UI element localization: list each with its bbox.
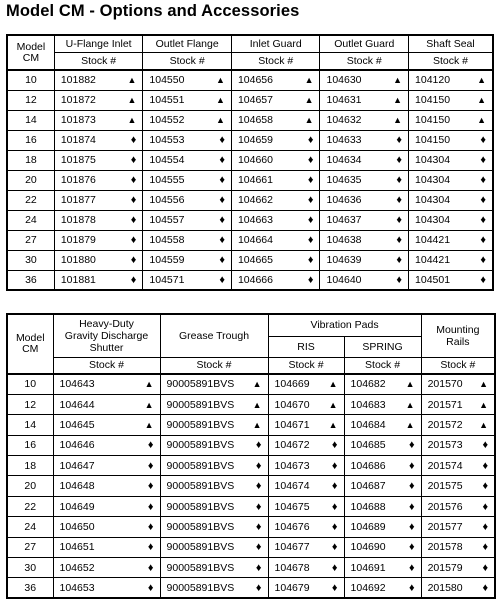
stock-number: 104634 [320, 150, 384, 170]
triangle-icon: ▲ [400, 394, 421, 414]
stock-number: 104662 [231, 190, 295, 210]
diamond-icon: ♦ [324, 517, 344, 537]
diamond-icon: ♦ [471, 496, 495, 516]
diamond-icon: ♦ [295, 170, 320, 190]
model-cm-value: 36 [7, 270, 54, 290]
stock-number: 104660 [231, 150, 295, 170]
diamond-icon: ♦ [295, 270, 320, 290]
stock-number: 104636 [320, 190, 384, 210]
table-row [7, 130, 493, 150]
stock-header: Stock # [268, 357, 344, 374]
diamond-icon: ♦ [464, 130, 493, 150]
stock-number: 104644 [53, 394, 126, 414]
diamond-icon: ♦ [400, 517, 421, 537]
diamond-icon: ♦ [471, 476, 495, 496]
diamond-icon: ♦ [464, 270, 493, 290]
stock-number: 104552 [143, 110, 205, 130]
stock-number: 104556 [143, 190, 205, 210]
stock-number: 104554 [143, 150, 205, 170]
triangle-icon: ▲ [246, 415, 268, 435]
stock-header: Stock # [143, 52, 232, 70]
diamond-icon: ♦ [384, 250, 409, 270]
diamond-icon: ♦ [471, 537, 495, 557]
triangle-icon: ▲ [116, 70, 143, 90]
triangle-icon: ▲ [464, 70, 493, 90]
accessories-table [6, 313, 496, 599]
diamond-icon: ♦ [400, 496, 421, 516]
stock-number: 104550 [143, 70, 205, 90]
diamond-icon: ♦ [464, 190, 493, 210]
stock-number: 101877 [54, 190, 116, 210]
model-cm-value: 27 [7, 230, 54, 250]
stock-header: Stock # [421, 357, 495, 374]
stock-number: 90005891BVS [160, 558, 246, 578]
stock-number: 104571 [143, 270, 205, 290]
table-row [7, 70, 493, 90]
diamond-icon: ♦ [295, 150, 320, 170]
triangle-icon: ▲ [400, 415, 421, 435]
stock-number: 90005891BVS [160, 415, 246, 435]
col-header-outlet-flange: Outlet Flange [143, 35, 232, 52]
diamond-icon: ♦ [126, 456, 160, 476]
diamond-icon: ♦ [384, 270, 409, 290]
triangle-icon: ▲ [126, 415, 160, 435]
diamond-icon: ♦ [471, 517, 495, 537]
diamond-icon: ♦ [205, 170, 232, 190]
stock-number: 104421 [409, 230, 465, 250]
diamond-icon: ♦ [295, 210, 320, 230]
stock-number: 104675 [268, 496, 324, 516]
stock-header: Stock # [320, 52, 409, 70]
stock-number: 104635 [320, 170, 384, 190]
diamond-icon: ♦ [116, 190, 143, 210]
diamond-icon: ♦ [295, 230, 320, 250]
diamond-icon: ♦ [384, 230, 409, 250]
stock-number: 90005891BVS [160, 394, 246, 414]
stock-number: 104649 [53, 496, 126, 516]
stock-number: 104633 [320, 130, 384, 150]
triangle-icon: ▲ [471, 374, 495, 394]
stock-number: 104632 [320, 110, 384, 130]
table-row [7, 150, 493, 170]
stock-number: 104672 [268, 435, 324, 455]
diamond-icon: ♦ [471, 578, 495, 598]
stock-number: 101882 [54, 70, 116, 90]
model-cm-header: Model CM [7, 35, 54, 70]
triangle-icon: ▲ [205, 70, 232, 90]
stock-number: 104656 [231, 70, 295, 90]
table-row [7, 110, 493, 130]
diamond-icon: ♦ [246, 537, 268, 557]
stock-number: 104648 [53, 476, 126, 496]
triangle-icon: ▲ [324, 374, 344, 394]
table-row [7, 578, 495, 598]
triangle-icon: ▲ [116, 110, 143, 130]
stock-number: 104658 [231, 110, 295, 130]
stock-header: Stock # [409, 52, 493, 70]
diamond-icon: ♦ [295, 190, 320, 210]
stock-number: 201575 [421, 476, 471, 496]
stock-number: 104421 [409, 250, 465, 270]
table-row [7, 456, 495, 476]
stock-number: 201579 [421, 558, 471, 578]
col-header-shutter: Heavy-Duty Gravity Discharge Shutter [53, 314, 160, 357]
diamond-icon: ♦ [246, 517, 268, 537]
model-cm-value: 24 [7, 210, 54, 230]
triangle-icon: ▲ [295, 70, 320, 90]
triangle-icon: ▲ [471, 415, 495, 435]
model-cm-value: 18 [7, 456, 53, 476]
diamond-icon: ♦ [205, 210, 232, 230]
table-row [7, 270, 493, 290]
model-cm-value: 20 [7, 476, 53, 496]
model-cm-value: 16 [7, 130, 54, 150]
stock-number: 90005891BVS [160, 496, 246, 516]
diamond-icon: ♦ [384, 150, 409, 170]
stock-number: 104559 [143, 250, 205, 270]
table-row [7, 250, 493, 270]
triangle-icon: ▲ [384, 110, 409, 130]
stock-number: 104653 [53, 578, 126, 598]
triangle-icon: ▲ [384, 70, 409, 90]
triangle-icon: ▲ [471, 394, 495, 414]
col-header-ris: RIS [268, 336, 344, 357]
stock-number: 104671 [268, 415, 324, 435]
stock-number: 101872 [54, 90, 116, 110]
col-header-outlet-guard: Outlet Guard [320, 35, 409, 52]
stock-number: 104639 [320, 250, 384, 270]
stock-number: 90005891BVS [160, 456, 246, 476]
table-row [7, 415, 495, 435]
stock-number: 104688 [344, 496, 400, 516]
triangle-icon: ▲ [464, 90, 493, 110]
diamond-icon: ♦ [464, 150, 493, 170]
triangle-icon: ▲ [324, 415, 344, 435]
model-cm-value: 20 [7, 170, 54, 190]
diamond-icon: ♦ [400, 537, 421, 557]
diamond-icon: ♦ [116, 250, 143, 270]
diamond-icon: ♦ [324, 476, 344, 496]
stock-number: 104304 [409, 150, 465, 170]
stock-number: 104558 [143, 230, 205, 250]
diamond-icon: ♦ [471, 435, 495, 455]
model-cm-value: 27 [7, 537, 53, 557]
stock-number: 104676 [268, 517, 324, 537]
stock-number: 90005891BVS [160, 435, 246, 455]
col-header-spring: SPRING [344, 336, 421, 357]
model-cm-value: 12 [7, 90, 54, 110]
stock-number: 104685 [344, 435, 400, 455]
diamond-icon: ♦ [324, 496, 344, 516]
model-cm-value: 22 [7, 496, 53, 516]
stock-number: 104640 [320, 270, 384, 290]
diamond-icon: ♦ [400, 476, 421, 496]
model-cm-value: 14 [7, 415, 53, 435]
table-row [7, 476, 495, 496]
stock-number: 201577 [421, 517, 471, 537]
diamond-icon: ♦ [464, 230, 493, 250]
model-cm-value: 24 [7, 517, 53, 537]
stock-number: 101874 [54, 130, 116, 150]
table-row [7, 537, 495, 557]
diamond-icon: ♦ [246, 496, 268, 516]
stock-number: 104659 [231, 130, 295, 150]
stock-header: Stock # [53, 357, 160, 374]
diamond-icon: ♦ [205, 130, 232, 150]
col-header-mounting-rails: Mounting Rails [421, 314, 495, 357]
diamond-icon: ♦ [471, 456, 495, 476]
diamond-icon: ♦ [126, 496, 160, 516]
triangle-icon: ▲ [246, 374, 268, 394]
triangle-icon: ▲ [295, 110, 320, 130]
stock-number: 104643 [53, 374, 126, 394]
col-header-shaft-seal: Shaft Seal [409, 35, 493, 52]
diamond-icon: ♦ [116, 170, 143, 190]
stock-number: 201572 [421, 415, 471, 435]
stock-number: 104304 [409, 210, 465, 230]
stock-number: 104670 [268, 394, 324, 414]
table-row [7, 517, 495, 537]
stock-number: 201578 [421, 537, 471, 557]
diamond-icon: ♦ [205, 150, 232, 170]
diamond-icon: ♦ [246, 456, 268, 476]
model-cm-value: 18 [7, 150, 54, 170]
diamond-icon: ♦ [384, 130, 409, 150]
table-row [7, 374, 495, 394]
stock-number: 104646 [53, 435, 126, 455]
diamond-icon: ♦ [246, 435, 268, 455]
stock-number: 104673 [268, 456, 324, 476]
triangle-icon: ▲ [126, 394, 160, 414]
stock-number: 104678 [268, 558, 324, 578]
col-header-u-flange-inlet: U-Flange Inlet [54, 35, 143, 52]
stock-number: 90005891BVS [160, 476, 246, 496]
model-cm-value: 12 [7, 394, 53, 414]
model-cm-value: 10 [7, 70, 54, 90]
stock-number: 104501 [409, 270, 465, 290]
stock-number: 104679 [268, 578, 324, 598]
diamond-icon: ♦ [246, 578, 268, 598]
diamond-icon: ♦ [400, 456, 421, 476]
diamond-icon: ♦ [324, 456, 344, 476]
stock-number: 104666 [231, 270, 295, 290]
diamond-icon: ♦ [324, 537, 344, 557]
stock-number: 104669 [268, 374, 324, 394]
stock-number: 201576 [421, 496, 471, 516]
diamond-icon: ♦ [471, 558, 495, 578]
stock-number: 104304 [409, 190, 465, 210]
diamond-icon: ♦ [295, 130, 320, 150]
diamond-icon: ♦ [126, 476, 160, 496]
stock-number: 104661 [231, 170, 295, 190]
model-cm-value: 10 [7, 374, 53, 394]
stock-number: 101879 [54, 230, 116, 250]
stock-number: 104651 [53, 537, 126, 557]
stock-number: 104689 [344, 517, 400, 537]
triangle-icon: ▲ [400, 374, 421, 394]
stock-number: 104657 [231, 90, 295, 110]
diamond-icon: ♦ [205, 230, 232, 250]
stock-number: 101873 [54, 110, 116, 130]
diamond-icon: ♦ [126, 558, 160, 578]
col-header-vibration-pads: Vibration Pads [268, 314, 421, 336]
diamond-icon: ♦ [464, 170, 493, 190]
stock-number: 104120 [409, 70, 465, 90]
model-cm-value: 30 [7, 558, 53, 578]
stock-header: Stock # [231, 52, 320, 70]
diamond-icon: ♦ [400, 578, 421, 598]
table-row [7, 170, 493, 190]
stock-number: 104304 [409, 170, 465, 190]
stock-number: 104638 [320, 230, 384, 250]
triangle-icon: ▲ [205, 110, 232, 130]
diamond-icon: ♦ [116, 130, 143, 150]
diamond-icon: ♦ [116, 150, 143, 170]
stock-number: 90005891BVS [160, 537, 246, 557]
model-cm-value: 22 [7, 190, 54, 210]
stock-number: 201574 [421, 456, 471, 476]
stock-number: 90005891BVS [160, 374, 246, 394]
diamond-icon: ♦ [295, 250, 320, 270]
diamond-icon: ♦ [126, 517, 160, 537]
triangle-icon: ▲ [126, 374, 160, 394]
stock-number: 104150 [409, 110, 465, 130]
diamond-icon: ♦ [384, 190, 409, 210]
stock-number: 104692 [344, 578, 400, 598]
stock-number: 104637 [320, 210, 384, 230]
stock-number: 90005891BVS [160, 578, 246, 598]
table-row [7, 190, 493, 210]
model-cm-value: 16 [7, 435, 53, 455]
stock-number: 201573 [421, 435, 471, 455]
diamond-icon: ♦ [400, 435, 421, 455]
triangle-icon: ▲ [464, 110, 493, 130]
diamond-icon: ♦ [464, 250, 493, 270]
diamond-icon: ♦ [324, 435, 344, 455]
stock-number: 104687 [344, 476, 400, 496]
stock-number: 104674 [268, 476, 324, 496]
model-cm-value: 30 [7, 250, 54, 270]
diamond-icon: ♦ [205, 270, 232, 290]
stock-number: 104665 [231, 250, 295, 270]
triangle-icon: ▲ [116, 90, 143, 110]
stock-number: 104645 [53, 415, 126, 435]
col-header-grease-trough: Grease Trough [160, 314, 268, 357]
stock-number: 104663 [231, 210, 295, 230]
diamond-icon: ♦ [324, 578, 344, 598]
stock-number: 201571 [421, 394, 471, 414]
stock-number: 104683 [344, 394, 400, 414]
stock-number: 104647 [53, 456, 126, 476]
diamond-icon: ♦ [384, 210, 409, 230]
stock-number: 104684 [344, 415, 400, 435]
triangle-icon: ▲ [384, 90, 409, 110]
stock-number: 201570 [421, 374, 471, 394]
table-row [7, 435, 495, 455]
stock-number: 104664 [231, 230, 295, 250]
stock-number: 104686 [344, 456, 400, 476]
model-cm-header: Model CM [7, 314, 53, 374]
stock-number: 104630 [320, 70, 384, 90]
table-row [7, 558, 495, 578]
stock-number: 104652 [53, 558, 126, 578]
stock-number: 104555 [143, 170, 205, 190]
table-row [7, 496, 495, 516]
table-row [7, 394, 495, 414]
options-table [6, 34, 494, 291]
stock-number: 101881 [54, 270, 116, 290]
model-cm-value: 14 [7, 110, 54, 130]
diamond-icon: ♦ [116, 210, 143, 230]
stock-number: 101876 [54, 170, 116, 190]
stock-number: 104691 [344, 558, 400, 578]
diamond-icon: ♦ [116, 270, 143, 290]
stock-number: 104150 [409, 90, 465, 110]
table-row [7, 210, 493, 230]
stock-number: 101880 [54, 250, 116, 270]
col-header-inlet-guard: Inlet Guard [231, 35, 320, 52]
diamond-icon: ♦ [205, 250, 232, 270]
stock-number: 104150 [409, 130, 465, 150]
stock-number: 90005891BVS [160, 517, 246, 537]
diamond-icon: ♦ [126, 537, 160, 557]
stock-header: Stock # [54, 52, 143, 70]
triangle-icon: ▲ [205, 90, 232, 110]
stock-number: 101878 [54, 210, 116, 230]
table-row [7, 90, 493, 110]
diamond-icon: ♦ [464, 210, 493, 230]
diamond-icon: ♦ [126, 578, 160, 598]
stock-number: 104557 [143, 210, 205, 230]
diamond-icon: ♦ [246, 476, 268, 496]
stock-number: 101875 [54, 150, 116, 170]
stock-number: 104551 [143, 90, 205, 110]
diamond-icon: ♦ [205, 190, 232, 210]
diamond-icon: ♦ [384, 170, 409, 190]
triangle-icon: ▲ [324, 394, 344, 414]
stock-number: 104690 [344, 537, 400, 557]
stock-header: Stock # [160, 357, 268, 374]
stock-number: 104553 [143, 130, 205, 150]
stock-number: 201580 [421, 578, 471, 598]
stock-header: Stock # [344, 357, 421, 374]
diamond-icon: ♦ [116, 230, 143, 250]
model-cm-value: 36 [7, 578, 53, 598]
page-title: Model CM - Options and Accessories [6, 2, 300, 20]
stock-number: 104631 [320, 90, 384, 110]
stock-number: 104650 [53, 517, 126, 537]
triangle-icon: ▲ [246, 394, 268, 414]
stock-number: 104682 [344, 374, 400, 394]
diamond-icon: ♦ [246, 558, 268, 578]
diamond-icon: ♦ [324, 558, 344, 578]
diamond-icon: ♦ [126, 435, 160, 455]
stock-number: 104677 [268, 537, 324, 557]
diamond-icon: ♦ [400, 558, 421, 578]
triangle-icon: ▲ [295, 90, 320, 110]
table-row [7, 230, 493, 250]
